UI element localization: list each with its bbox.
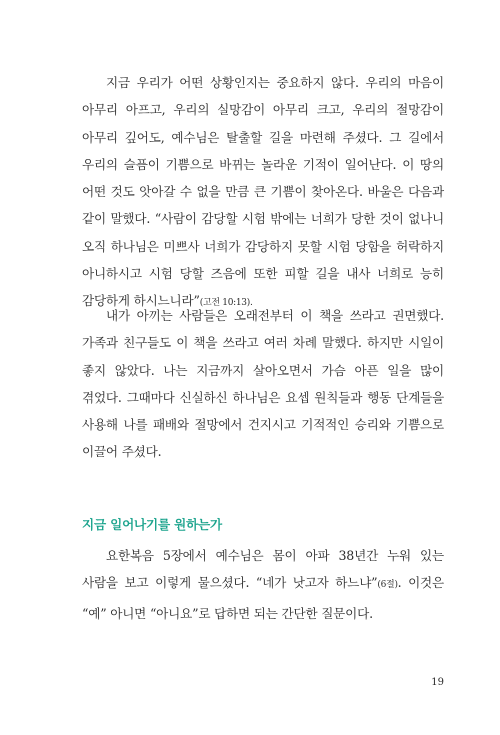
- paragraph-3-text-after: . 이것은 “예” 아니면 “아니요”로 답하면 되는 간단한 질문이다.: [82, 575, 444, 621]
- body-paragraph-3: [82, 542, 444, 627]
- paragraph-2-text: 내가 아끼는 사람들은 오래전부터 이 책을 쓰라고 권면했다. 가족과 친구들도 이 책을 쓰라고 여러 차례 말했다. 하지만 시일이 좋지 않았다. 나는 지금까지 살아오면서 가슴 아픈 일을 많이 겪었다. 그때마다 신실하신 하나님은 요셉 원칙들과 행동 단계들을 사용해 나를 패배와 절망에서 건지시고 기적적인 승리와 기쁨으로 이끌어 주셨다.: [82, 308, 444, 460]
- scripture-reference-2: (6절): [377, 580, 398, 591]
- paragraph-3-text-before: 요한복음 5장에서 예수님은 몸이 아파 38년간 누워 있는 사람을 보고 이렇게 물으셨다. “네가 낫고자 하느냐”: [82, 548, 444, 591]
- body-paragraph-2: [82, 302, 444, 466]
- scripture-reference-1: (고전 10:13).: [199, 298, 253, 309]
- section-heading: 지금 일어나기를 원하는가: [82, 517, 222, 532]
- body-paragraph-1: [82, 69, 444, 318]
- page-number: 19: [431, 677, 444, 688]
- paragraph-1-text: 지금 우리가 어떤 상황인지는 중요하지 않다. 우리의 마음이 아무리 아프고, 우리의 실망감이 아무리 크고, 우리의 절망감이 아무리 깊어도, 예수님은 탈출할 길을 마련해 주셨다. 그 길에서 우리의 슬픔이 기쁨으로 바뀌는 놀라운 기적이 일어난다. 이 땅의 어떤 것도 앗아갈 수 없을 만큼 큰 기쁨이 찾아온다. 바울은 다음과 같이 말했다. “사람이 감당할 시험 밖에는 너희가 당한 것이 없나니 오직 하나님은 미쁘사 너희가 감당하지 못할 시험 당함을 허락하지 아니하시고 시험 당할 즈음에 또한 피할 길을 내사 너희로 능히 감당하게 하시느니라”: [82, 75, 444, 309]
